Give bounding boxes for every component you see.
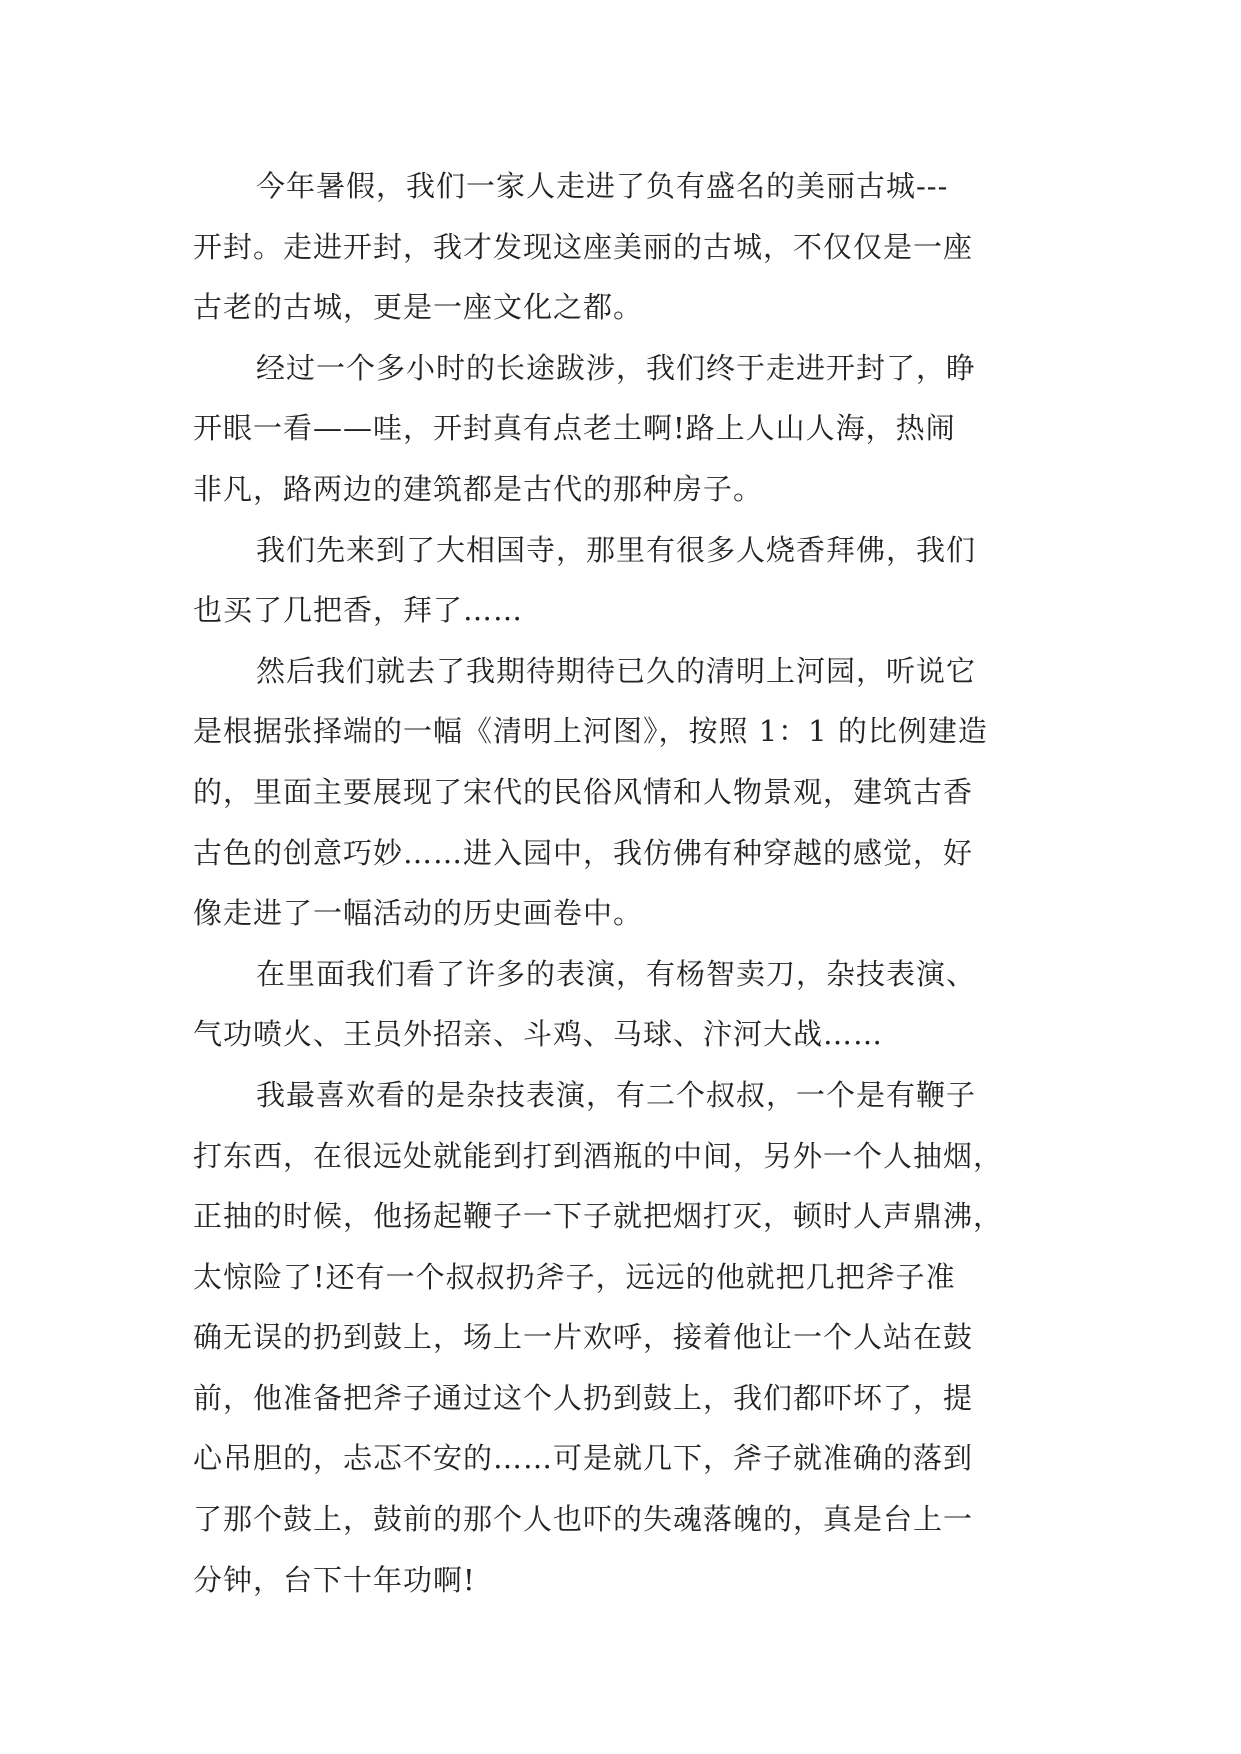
text-line: 今年暑假，我们一家人走进了负有盛名的美丽古城--- <box>256 169 949 203</box>
text-line: 在里面我们看了许多的表演，有杨智卖刀，杂技表演、 <box>256 956 977 991</box>
text-line: 我们先来到了大相国寺，那里有很多人烧香拜佛，我们 <box>256 532 977 567</box>
text-line: 非凡，路两边的建筑都是古代的那种房子。 <box>193 471 764 506</box>
text-line: 我最喜欢看的是杂技表演，有二个叔叔，一个是有鞭子 <box>256 1077 977 1112</box>
text-line: 是根据张择端的一幅《清明上河图》，按照 1：1 的比例建造 <box>193 714 988 749</box>
text-line: 前，他准备把斧子通过这个人扔到鼓上，我们都吓坏了，提 <box>193 1380 974 1415</box>
paragraph-3 <box>193 520 1053 641</box>
text-line: 的，里面主要展现了宋代的民俗风情和人物景观，建筑古香 <box>193 774 974 809</box>
text-line: 经过一个多小时的长途跋涉，我们终于走进开封了，睁 <box>256 350 977 385</box>
text-line: 像走进了一幅活动的历史画卷中。 <box>193 896 644 931</box>
text-line: 然后我们就去了我期待期待已久的清明上河园，听说它 <box>256 653 977 688</box>
text-line: 气功喷火、王员外招亲、斗鸡、马球、汴河大战…… <box>193 1017 884 1052</box>
paragraph-4 <box>193 641 1053 944</box>
text-line: 开封。走进开封，我才发现这座美丽的古城，不仅仅是一座 <box>193 229 974 264</box>
paragraph-1 <box>193 156 1053 338</box>
paragraph-6 <box>193 1065 1053 1610</box>
text-line: 古色的创意巧妙……进入园中，我仿佛有种穿越的感觉，好 <box>193 835 974 870</box>
text-line: 太惊险了!还有一个叔叔扔斧子，远远的他就把几把斧子准 <box>193 1259 956 1294</box>
text-line: 开眼一看——哇，开封真有点老土啊!路上人山人海，热闹 <box>193 411 956 446</box>
text-line: 正抽的时候，他扬起鞭子一下子就把烟打灭，顿时人声鼎沸， <box>193 1199 1004 1234</box>
text-line: 打东西，在很远处就能到打到酒瓶的中间，另外一个人抽烟， <box>193 1138 1004 1173</box>
paragraph-5 <box>193 944 1053 1065</box>
document-body <box>193 156 1053 1610</box>
paragraph-2 <box>193 338 1053 520</box>
text-line: 古老的古城，更是一座文化之都。 <box>193 290 644 325</box>
text-line: 也买了几把香，拜了…… <box>193 593 524 628</box>
text-line: 了那个鼓上，鼓前的那个人也吓的失魂落魄的，真是台上一 <box>193 1502 974 1537</box>
text-line: 确无误的扔到鼓上，场上一片欢呼，接着他让一个人站在鼓 <box>193 1320 974 1355</box>
text-line: 分钟，台下十年功啊! <box>193 1562 476 1597</box>
text-line: 心吊胆的，忐忑不安的……可是就几下，斧子就准确的落到 <box>193 1441 974 1476</box>
